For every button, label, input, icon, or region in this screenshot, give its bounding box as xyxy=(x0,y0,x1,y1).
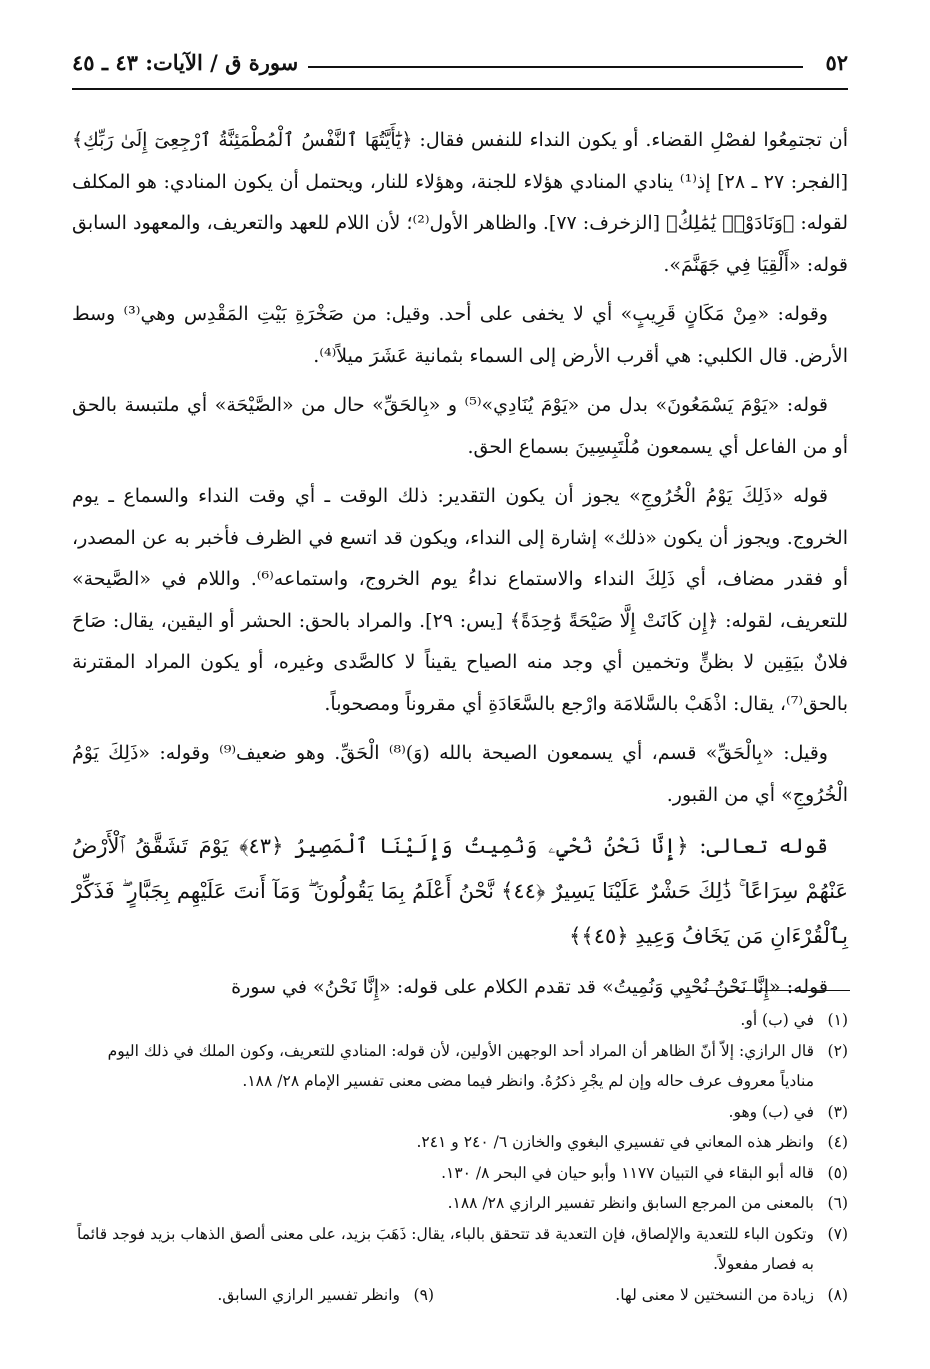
footnote-number: (٧) xyxy=(827,1224,848,1243)
footnotes xyxy=(72,1005,848,1310)
paragraph: قوله «ذَلِكَ يَوْمُ الْخُرُوجِ» يجوز أن يكون التقدير: ذلك الوقت ـ أي وقت النداء والسماع ـ يوم الخروج. ويجوز أن يكون «ذلك» إشارة إلى النداء، ويكون قد اتسع في الظرف فأخبر به عن المصدر، أو فقدر مضاف، أي ذَلِكَ النداء والاستماع نداءُ يوم الخروج، واستماعه⁽⁶⁾. واللام في «الصَّيحة» للتعريف، لقوله: ﴿إِن كَانَتْ إِلَّا صَيْحَةً وَٰحِدَةً﴾ [يس: ٢٩]. والمراد بالحق: الحشر أو اليقين، يقال: صَاحَ فلانٌ بيَقِين لا بظنٍّ وتخمين أي وجد منه الصياح يقيناً لا كالصَّدى وغيره، أو يكون المراد المقترنة بالحق⁽⁷⁾، يقال: اذْهَبْ بالسَّلامَة وارْجع بالسَّعَادَةِ أي مقروناً ومصحوباً. xyxy=(72,485,848,715)
running-header xyxy=(72,40,848,90)
footnote-text: وانظر تفسير الرازي السابق. xyxy=(217,1285,400,1304)
paragraph: وقوله: «مِنْ مَكَانٍ قَرِيبٍ» أي لا يخفى على أحد. وقيل: من صَخْرَةِ بَيْتِ المَقْدِس وهي⁽³⁾ وسط الأرض. قال الكلبي: هي أقرب الأرض إلى السماء بثمانية عَشَرَ ميلاً⁽⁴⁾. xyxy=(72,303,848,367)
footnote xyxy=(72,1127,848,1158)
paragraph: أن تجتمِعُوا لفصْلِ القضاء. أو يكون النداء للنفس فقال: ﴿يَٰٓأَيَّتُهَا ٱلنَّفْسُ ٱلْمُطْمَئِنَّةُ ٱرْجِعِىٓ إِلَىٰ رَبِّكِ﴾ [الفجر: ٢٧ ـ ٢٨] إذ⁽¹⁾ ينادي المنادي هؤلاء للجنة، وهؤلاء للنار، ويحتمل أن يكون المنادي: هو المكلف لقوله: ﴿وَنَادَوْا۟ يَٰمَٰلِكُ﴾ [الزخرف: ٧٧]. والظاهر الأول⁽²⁾؛ لأن اللام للعهد والتعريف، والمعهود السابق قوله: «أَلْقِيَا فِي جَهَنَّمَ». xyxy=(72,129,848,276)
footnote-pair xyxy=(72,1280,848,1311)
footnote-number: (٩) xyxy=(413,1285,434,1304)
footnote xyxy=(72,1158,848,1189)
footnote-number: (٢) xyxy=(827,1041,848,1060)
header-leader-line xyxy=(308,66,803,68)
footnote xyxy=(72,1005,848,1036)
footnote-number: (٤) xyxy=(827,1133,848,1151)
footnote-number: (٣) xyxy=(827,1102,848,1121)
quran-verses: قوله تعالى: ﴿إِنَّا نَحْنُ نُحْيِۦ وَنُمِيتُ وَإِلَيْنَا ٱلْمَصِيرُ ﴿٤٣﴾ يَوْمَ تَشَقَّقُ ٱلْأَرْضُ عَنْهُمْ سِرَاعًا ۚ ذَٰلِكَ حَشْرٌ عَلَيْنَا يَسِيرٌ ﴿٤٤﴾ نَّحْنُ أَعْلَمُ بِمَا يَقُولُونَ ۖ وَمَآ أَنتَ عَلَيْهِم بِجَبَّارٍ ۖ فَذَكِّرْ بِٱلْقُرْءَانِ مَن يَخَافُ وَعِيدِ ﴿٤٥﴾﴾ xyxy=(72,834,848,948)
footnote-number: (١) xyxy=(827,1011,848,1029)
footnote-number: (٦) xyxy=(827,1194,848,1212)
footnote xyxy=(72,1188,848,1219)
footnote xyxy=(72,1097,848,1128)
footnote-text: وتكون الباء للتعدية والإلصاق، فإن التعدية قد تتحقق بالباء، يقال: ذَهَبَ بزيد، على معنى ألصق الذهاب بزيد فوجد قائماً به فصار مفعولاً. xyxy=(77,1224,814,1273)
main-text xyxy=(72,120,848,1017)
footnote-text: زيادة من النسختين لا معنى لها. xyxy=(615,1285,814,1304)
footnote-text: قاله أبو البقاء في التبيان ١١٧٧ وأبو حيان في البحر ٨/ ١٣٠. xyxy=(441,1163,814,1182)
footnote-text: وانظر هذه المعاني في تفسيري البغوي والخازن ٦/ ٢٤٠ و ٢٤١. xyxy=(416,1133,814,1151)
footnote-separator xyxy=(700,990,850,991)
footnote-text: بالمعنى من المرجع السابق وانظر تفسير الرازي ٢٨/ ١٨٨. xyxy=(447,1194,814,1212)
footnote-text: في (ب) أو. xyxy=(740,1011,814,1029)
footnote-number: (٨) xyxy=(827,1285,848,1304)
footnote-number: (٥) xyxy=(827,1163,848,1182)
paragraph: قوله: «يَوْمَ يَسْمَعُونَ» بدل من «يَوْمَ يُنَادِي»⁽⁵⁾ و «بِالحَقِّ» حال من «الصَّيْحَة» أي ملتبسة بالحق أو من الفاعل أي يسمعون مُلْتَبِسِينَ بسماع الحق. xyxy=(72,394,848,458)
page-number: ٥٢ xyxy=(825,50,848,75)
header-rule xyxy=(72,88,848,90)
paragraph: وقيل: «بِالْحَقِّ» قسم، أي يسمعون الصيحة بالله (وَ)⁽⁸⁾ الْحَقِّ. وهو ضعيف⁽⁹⁾ وقوله: «ذَلِكَ يَوْمُ الْخُرُوجِ» أي من القبور. xyxy=(72,742,848,806)
paragraph: قوله: «إِنَّا نَحْنُ نُحْيِي وَنُمِيتُ» قد تقدم الكلام على قوله: «إِنَّا نَحْنُ» في سورة xyxy=(231,976,828,998)
footnote-text: قال الرازي: إلاّ أنّ الظاهر أن المراد أحد الوجهين الأولين، لأن قوله: المنادي للتعريف، وكون الملك في ذلك اليوم منادياً معروف عرف حاله وإن لم يجْرِ ذكرُهُ. وانظر فيما مضى معنى تفسير الإمام ٢٨/ ١٨٨. xyxy=(107,1041,814,1090)
surah-title: سورة ق / الآيات: ٤٣ ـ ٤٥ xyxy=(72,50,299,75)
footnote xyxy=(72,1219,848,1280)
header-row xyxy=(72,50,848,75)
footnote xyxy=(72,1036,848,1097)
footnote-text: في (ب) وهو. xyxy=(728,1102,814,1121)
